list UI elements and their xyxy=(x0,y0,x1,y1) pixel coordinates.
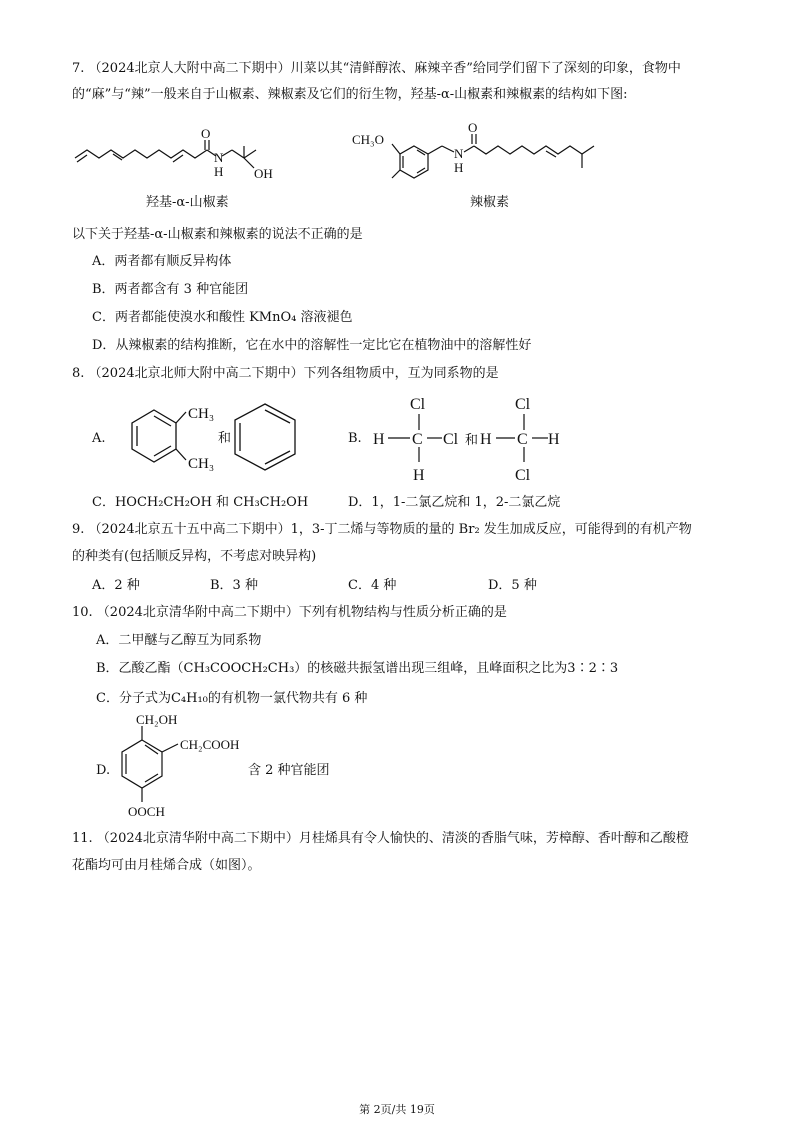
q8-option-a-and: 和 xyxy=(218,431,232,446)
q9-option-c: C．4 种 xyxy=(348,578,397,593)
q8-option-b-label: B. xyxy=(348,431,362,446)
o-xylene-structure xyxy=(110,396,230,476)
mol1-oh-label: OH xyxy=(254,166,273,181)
q7-option-b: B．两者都含有 3 种官能团 xyxy=(92,282,249,297)
q10-option-b: B．乙酸乙酯（CH₃COOCH₂CH₃）的核磁共振氢谱出现三组峰，且峰面积之比为3∶2∶3 xyxy=(96,661,619,676)
q10-d-ooch: OOCH xyxy=(128,804,165,819)
q8-option-d: D．1，1-二氯乙烷和 1，2-二氯乙烷 xyxy=(348,495,561,510)
q7-option-a: A．两者都有顺反异构体 xyxy=(92,254,232,269)
q8-option-c: C．HOCH₂CH₂OH 和 CH₃CH₂OH xyxy=(92,495,309,510)
ch2cl2-left-c: C xyxy=(412,431,423,448)
q9-option-a: A．2 种 xyxy=(92,578,140,593)
q10-d-ch2oh: CH₂OH xyxy=(136,712,178,727)
mol1-caption: 羟基-α-山椒素 xyxy=(146,195,229,210)
q10-option-d-label: D. xyxy=(96,763,111,778)
benzene-structure xyxy=(232,398,302,476)
q10-option-a: A．二甲醚与乙醇互为同系物 xyxy=(96,633,262,648)
mol1-n-label: N xyxy=(214,150,224,165)
ch2cl2-right-c: C xyxy=(517,431,528,448)
q8-option-a-label: A. xyxy=(92,431,106,446)
mol2-ch3o-label: CH₃O xyxy=(352,132,384,147)
capsaicin-structure xyxy=(348,120,618,190)
q7-option-c: C．两者都能使溴水和酸性 KMnO₄ 溶液褪色 xyxy=(92,310,353,325)
mol2-h-label: H xyxy=(454,160,464,175)
hydroxy-alpha-sanshool-structure xyxy=(70,126,300,190)
q9-option-d: D．5 种 xyxy=(488,578,537,593)
q7-stem-line2: 的“麻”与“辣”一般来自于山椒素、辣椒素及它们的衍生物，羟基-α-山椒素和辣椒素的结构如下图: xyxy=(72,87,628,102)
ch2cl2-left-h: H xyxy=(373,431,385,448)
q9-option-b: B．3 种 xyxy=(210,578,258,593)
o-xylene-ch3-top: CH₃ xyxy=(188,406,215,422)
mol2-caption: 辣椒素 xyxy=(470,195,510,210)
ch2cl2-right-top: Cl xyxy=(515,396,531,413)
mol1-h-label: H xyxy=(214,164,224,179)
q9-stem-line1: 9. （2024北京五十五中高二下期中）1，3-丁二烯与等物质的量的 Br₂ 发生加成反应，可能得到的有机产物 xyxy=(72,522,692,537)
q10-stem: 10. （2024北京清华附中高二下期中）下列有机物结构与性质分析正确的是 xyxy=(72,605,507,620)
q10-d-ch2cooh: CH₂COOH xyxy=(180,737,240,752)
ch2cl2-left-top: Cl xyxy=(410,396,426,413)
ch2cl2-right-bottom: Cl xyxy=(515,467,531,484)
q8-option-b-and: 和 xyxy=(465,432,479,447)
ch2cl2-right-h2: H xyxy=(548,431,560,448)
mol1-o-label: O xyxy=(201,126,211,141)
q9-stem-line2: 的种类有(包括顺反异构，不考虑对映异构) xyxy=(72,549,317,564)
q7-option-d: D．从辣椒素的结构推断，它在水中的溶解性一定比它在植物油中的溶解性好 xyxy=(92,338,532,353)
q11-stem-line1: 11. （2024北京清华附中高二下期中）月桂烯具有令人愉快的、清淡的香脂气味，芳樟醇、香叶醇和乙酸橙 xyxy=(72,831,689,846)
q8-stem: 8. （2024北京北师大附中高二下期中）下列各组物质中，互为同系物的是 xyxy=(72,366,499,381)
q7-stem-line1: 7. （2024北京人大附中高二下期中）川菜以其“清鲜醇浓、麻辣辛香”给同学们留下了深刻的印象，食物中 xyxy=(72,61,681,76)
ch2cl2-right-h: H xyxy=(480,431,492,448)
q10-option-d-note: 含 2 种官能团 xyxy=(248,763,330,778)
ch2cl2-left-bottom: H xyxy=(413,467,425,484)
ch2cl2-left-cl: Cl xyxy=(443,431,459,448)
q10-option-c: C．分子式为C₄H₁₀的有机物一氯代物共有 6 种 xyxy=(96,691,368,706)
dichloromethane-structures xyxy=(370,392,570,488)
mol2-n-label: N xyxy=(454,146,464,161)
o-xylene-ch3-bottom: CH₃ xyxy=(188,456,215,472)
q7-question: 以下关于羟基-α-山椒素和辣椒素的说法不正确的是 xyxy=(72,227,363,242)
page-footer: 第 2页/共 19页 xyxy=(359,1103,435,1116)
mol2-o-label: O xyxy=(468,120,478,135)
q11-stem-line2: 花酯均可由月桂烯合成（如图）。 xyxy=(72,858,261,873)
